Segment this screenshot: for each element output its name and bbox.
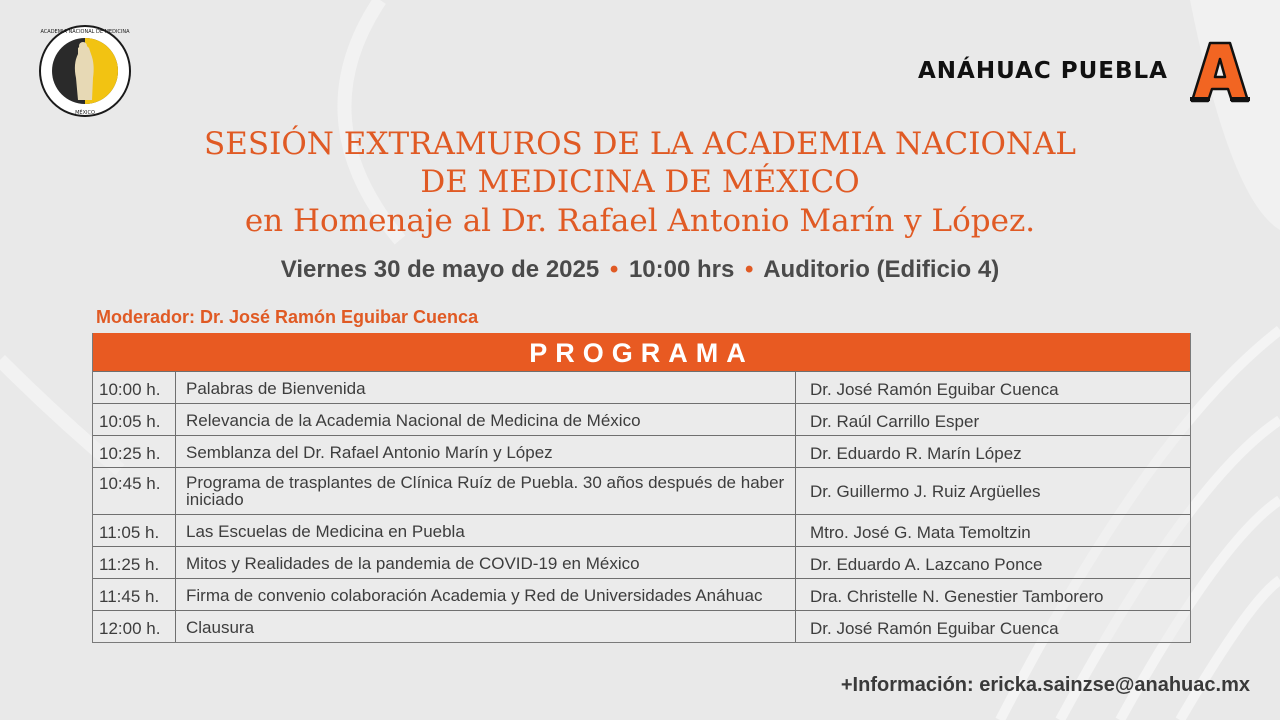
brand-name: ANÁHUAC PUEBLA bbox=[918, 58, 1168, 84]
row-speaker: Dra. Christelle N. Genestier Tamborero bbox=[810, 587, 1104, 606]
table-row bbox=[93, 467, 1190, 514]
row-speaker: Dr. Raúl Carrillo Esper bbox=[810, 412, 980, 431]
row-time: 11:25 h. bbox=[93, 547, 176, 578]
program-header: PROGRAMA bbox=[93, 333, 1190, 371]
event-title bbox=[90, 125, 1190, 241]
title-line-2: DE MEDICINA DE MÉXICO bbox=[420, 164, 860, 200]
row-time: 10:00 h. bbox=[93, 372, 176, 403]
row-time: 12:00 h. bbox=[93, 611, 176, 642]
row-time: 10:45 h. bbox=[93, 468, 176, 514]
row-speaker: Mtro. José G. Mata Temoltzin bbox=[810, 523, 1031, 542]
row-topic: Las Escuelas de Medicina en Puebla bbox=[176, 515, 796, 546]
row-topic: Mitos y Realidades de la pandemia de COVID-19 en México bbox=[176, 547, 796, 578]
row-topic: Clausura bbox=[176, 611, 796, 642]
row-speaker: Dr. Guillermo J. Ruiz Argüelles bbox=[810, 482, 1041, 501]
moderator-label: Moderador: Dr. José Ramón Eguibar Cuenca bbox=[96, 307, 479, 327]
anahuac-a-logo bbox=[1188, 39, 1252, 103]
event-details bbox=[90, 256, 1190, 284]
seal-bottom-text: MÉXICO bbox=[75, 110, 95, 116]
row-time: 10:25 h. bbox=[93, 436, 176, 467]
row-topic: Firma de convenio colaboración Academia y Red de Universidades Anáhuac bbox=[176, 579, 796, 610]
table-row bbox=[93, 610, 1190, 642]
title-line-3: en Homenaje al Dr. Rafael Antonio Marín y López. bbox=[244, 203, 1036, 239]
row-speaker: Dr. Eduardo A. Lazcano Ponce bbox=[810, 555, 1043, 574]
event-time: 10:00 hrs bbox=[628, 256, 735, 283]
table-row bbox=[93, 371, 1190, 403]
row-time: 11:45 h. bbox=[93, 579, 176, 610]
separator-dot: • bbox=[745, 256, 754, 283]
row-speaker: Dr. José Ramón Eguibar Cuenca bbox=[810, 380, 1059, 399]
contact-info[interactable]: +Información: ericka.sainzse@anahuac.mx bbox=[840, 674, 1250, 696]
row-time: 11:05 h. bbox=[93, 515, 176, 546]
seal-ring-text: ACADEMIA NACIONAL DE MEDICINA bbox=[40, 29, 130, 35]
table-row bbox=[93, 578, 1190, 610]
row-topic: Palabras de Bienvenida bbox=[176, 372, 796, 403]
table-row bbox=[93, 546, 1190, 578]
anahuac-brand bbox=[918, 38, 1252, 104]
row-speaker: Dr. Eduardo R. Marín López bbox=[810, 444, 1022, 463]
table-row bbox=[93, 514, 1190, 546]
event-date: Viernes 30 de mayo de 2025 bbox=[280, 256, 600, 283]
academia-seal-logo bbox=[38, 24, 132, 118]
table-row bbox=[93, 403, 1190, 435]
separator-dot: • bbox=[609, 256, 619, 283]
table-row bbox=[93, 435, 1190, 467]
program-table bbox=[92, 333, 1191, 643]
row-speaker: Dr. José Ramón Eguibar Cuenca bbox=[810, 619, 1059, 638]
event-place: Auditorio (Edificio 4) bbox=[763, 256, 1000, 283]
row-time: 10:05 h. bbox=[93, 404, 176, 435]
row-topic: Relevancia de la Academia Nacional de Medicina de México bbox=[176, 404, 796, 435]
row-topic: Programa de trasplantes de Clínica Ruíz de Puebla. 30 años después de haber iniciado bbox=[176, 468, 796, 514]
title-line-1: SESIÓN EXTRAMUROS DE LA ACADEMIA NACIONAL bbox=[204, 126, 1076, 162]
row-topic: Semblanza del Dr. Rafael Antonio Marín y López bbox=[176, 436, 796, 467]
